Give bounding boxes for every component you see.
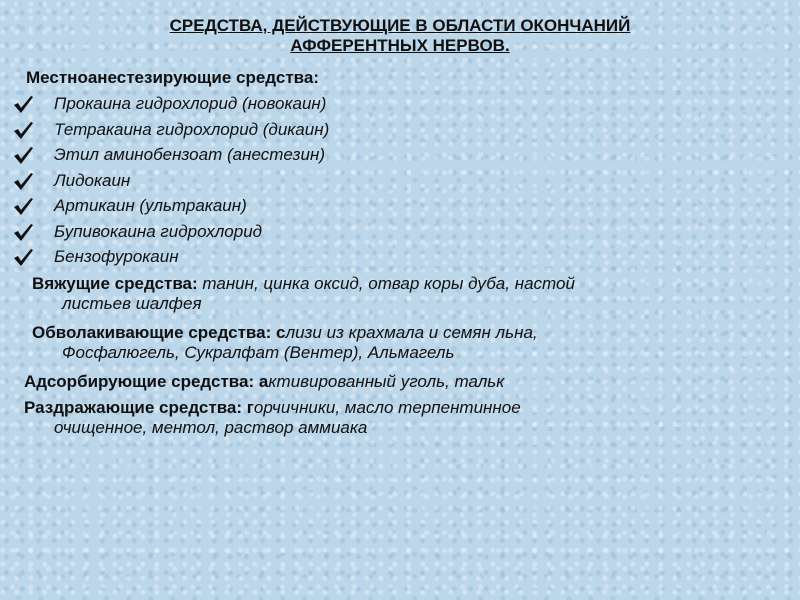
irritants-label: Раздражающие средства: [24,398,247,417]
list-item [0,119,329,145]
local-anesthetics-list [0,93,329,272]
title-line-2: АФФЕРЕНТНЫХ НЕРВОВ. [290,36,510,55]
local-anesthetics-heading: Местноанестезирующие средства: [26,68,320,87]
checkmark-icon [12,145,34,165]
page-title [80,16,720,56]
enveloping-text-2: Фосфалюгель, Сукралфат (Вентер), Альмагель [62,343,455,362]
enveloping-first-letter: с [276,323,286,342]
list-item-label: Артикаин (ультракаин) [54,196,247,215]
list-item [0,221,329,247]
checkmark-icon [12,247,34,267]
irritants-text-2: очищенное, ментол, раствор аммиака [54,418,368,437]
list-item-label: Этил аминобензоат (анестезин) [54,145,326,164]
enveloping-text-1: лизи из крахмала и семян льна, [285,323,538,342]
checkmark-icon [12,171,34,191]
adsorbents-paragraph [24,372,504,392]
irritants-text-1: орчичники, масло терпентинное [253,398,521,417]
list-item-label: Лидокаин [54,170,131,190]
list-item [0,144,329,170]
astringents-paragraph [32,274,575,314]
list-item [0,93,329,119]
checkmark-icon [12,196,34,216]
checkmark-icon [12,94,34,114]
adsorbents-label: Адсорбирующие средства: [24,372,259,391]
checkmark-icon [12,222,34,242]
astringents-label: Вяжущие средства: [32,274,198,293]
list-item [0,246,329,272]
list-item [0,195,329,221]
list-item [0,170,329,196]
title-line-1: СРЕДСТВА, ДЕЙСТВУЮЩИЕ В ОБЛАСТИ ОКОНЧАНИЙ [169,16,631,35]
astringents-text-1: танин, цинка оксид, отвар коры дуба, настой [197,274,575,293]
list-item-label: Тетракаина гидрохлорид (дикаин) [54,119,330,139]
enveloping-paragraph [32,323,538,363]
checkmark-icon [12,120,34,140]
adsorbents-text-1: ктивированный уголь, тальк [268,372,505,391]
list-item-label: Бензофурокаин [54,247,179,266]
irritants-paragraph [24,398,521,438]
irritants-first-letter: г [246,398,254,417]
list-item-label: Бупивокаина гидрохлорид [54,221,263,241]
adsorbents-first-letter: а [258,372,269,391]
enveloping-label: Обволакивающие средства: [32,323,277,342]
astringents-text-2: листьев шалфея [62,294,202,313]
list-item-label: Прокаина гидрохлорид (новокаин) [54,94,327,113]
